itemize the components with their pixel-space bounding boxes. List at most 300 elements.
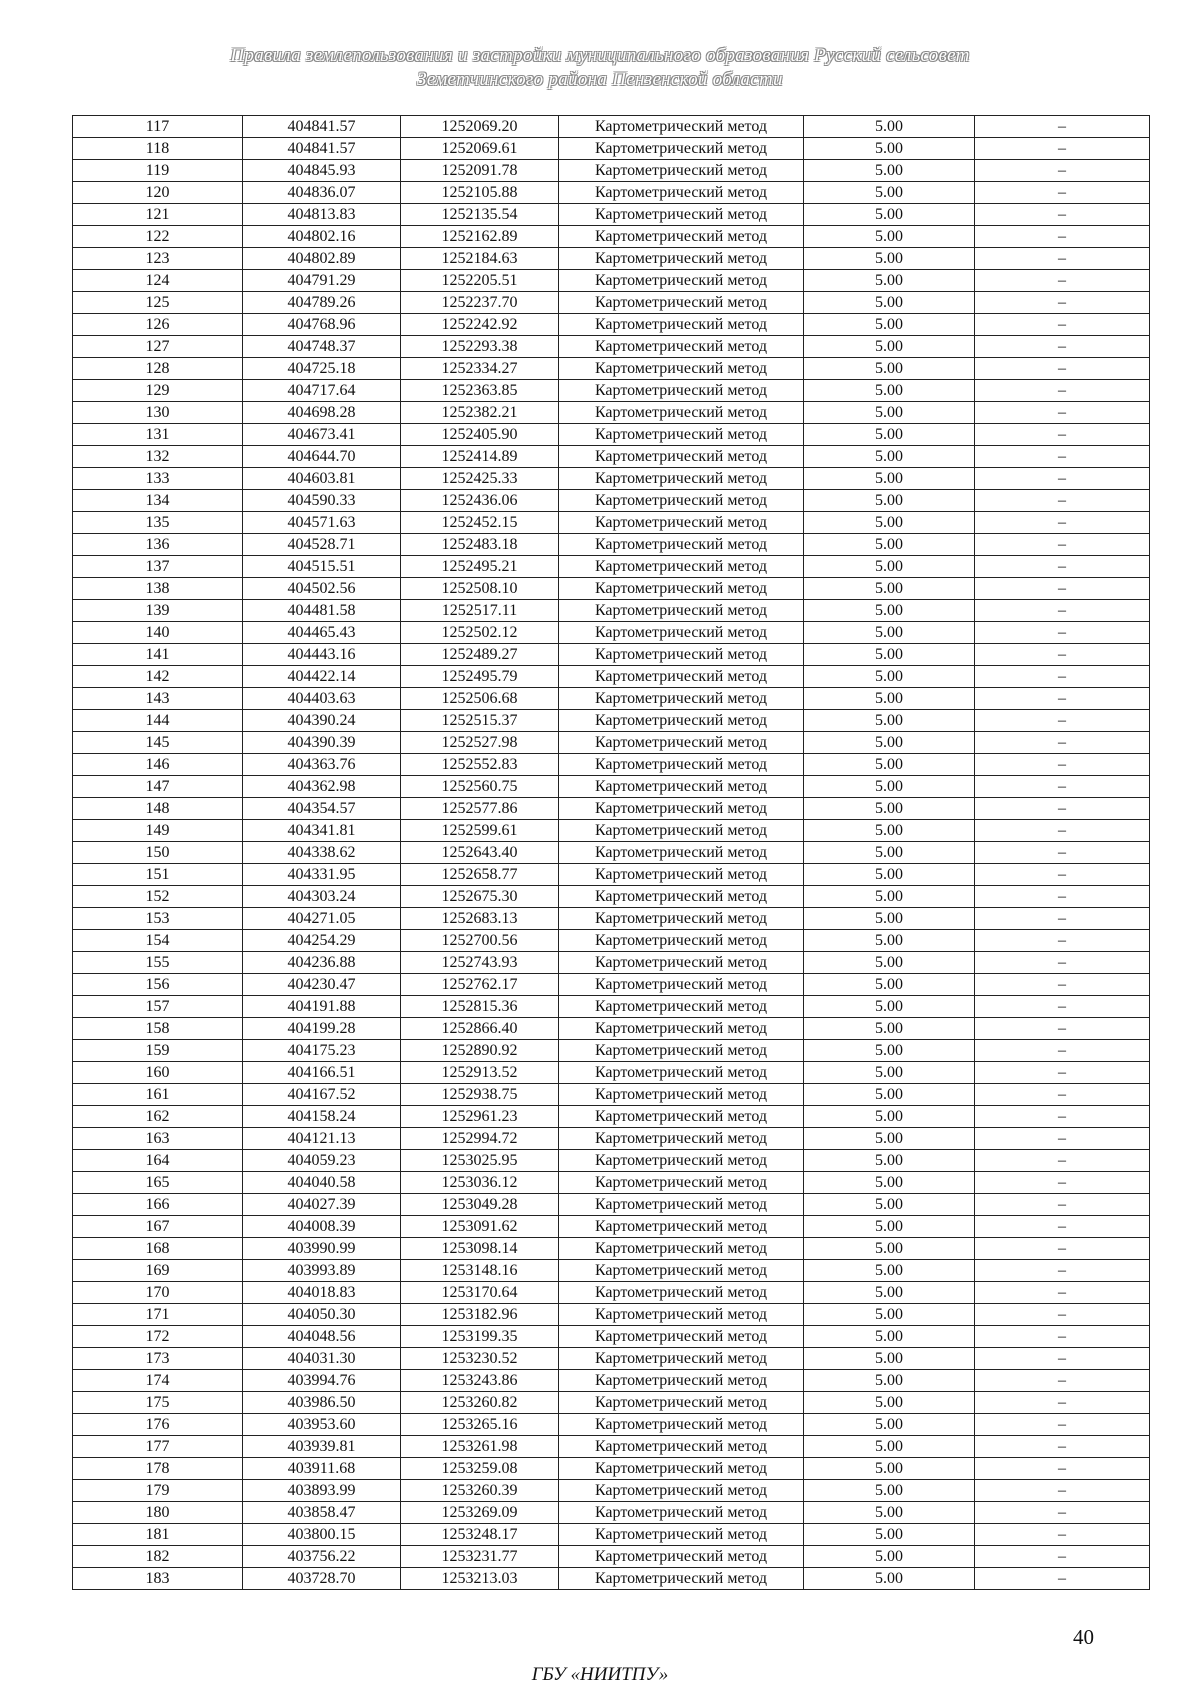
method-cell: Картометрический метод [559,996,804,1018]
table-row [73,864,1150,886]
method-cell: Картометрический метод [559,578,804,600]
note-cell: – [975,1304,1150,1326]
table-row [73,1172,1150,1194]
table-row [73,1216,1150,1238]
note-cell: – [975,754,1150,776]
point-number-cell: 148 [73,798,243,820]
table-row [73,160,1150,182]
point-number-cell: 169 [73,1260,243,1282]
accuracy-cell: 5.00 [804,1238,975,1260]
note-cell: – [975,534,1150,556]
note-cell: – [975,336,1150,358]
table-row [73,754,1150,776]
y-coordinate-cell: 1252425.33 [401,468,559,490]
x-coordinate-cell: 404841.57 [243,116,401,138]
method-cell: Картометрический метод [559,1238,804,1260]
x-coordinate-cell: 404354.57 [243,798,401,820]
accuracy-cell: 5.00 [804,996,975,1018]
y-coordinate-cell: 1253170.64 [401,1282,559,1304]
accuracy-cell: 5.00 [804,116,975,138]
method-cell: Картометрический метод [559,1414,804,1436]
method-cell: Картометрический метод [559,754,804,776]
note-cell: – [975,380,1150,402]
y-coordinate-cell: 1252237.70 [401,292,559,314]
note-cell: – [975,996,1150,1018]
x-coordinate-cell: 404008.39 [243,1216,401,1238]
y-coordinate-cell: 1252560.75 [401,776,559,798]
point-number-cell: 154 [73,930,243,952]
x-coordinate-cell: 404443.16 [243,644,401,666]
point-number-cell: 178 [73,1458,243,1480]
method-cell: Картометрический метод [559,1458,804,1480]
x-coordinate-cell: 404789.26 [243,292,401,314]
note-cell: – [975,1502,1150,1524]
point-number-cell: 153 [73,908,243,930]
note-cell: – [975,1194,1150,1216]
accuracy-cell: 5.00 [804,666,975,688]
accuracy-cell: 5.00 [804,1194,975,1216]
table-row [73,688,1150,710]
y-coordinate-cell: 1252293.38 [401,336,559,358]
method-cell: Картометрический метод [559,182,804,204]
x-coordinate-cell: 403990.99 [243,1238,401,1260]
point-number-cell: 125 [73,292,243,314]
accuracy-cell: 5.00 [804,314,975,336]
table-row [73,270,1150,292]
point-number-cell: 179 [73,1480,243,1502]
x-coordinate-cell: 404515.51 [243,556,401,578]
x-coordinate-cell: 404363.76 [243,754,401,776]
table-row [73,380,1150,402]
table-row [73,358,1150,380]
method-cell: Картометрический метод [559,1546,804,1568]
x-coordinate-cell: 404199.28 [243,1018,401,1040]
method-cell: Картометрический метод [559,1304,804,1326]
table-row [73,1062,1150,1084]
accuracy-cell: 5.00 [804,952,975,974]
method-cell: Картометрический метод [559,1480,804,1502]
coordinates-table [72,115,1150,1590]
table-row [73,424,1150,446]
y-coordinate-cell: 1252890.92 [401,1040,559,1062]
y-coordinate-cell: 1253025.95 [401,1150,559,1172]
x-coordinate-cell: 404303.24 [243,886,401,908]
note-cell: – [975,710,1150,732]
note-cell: – [975,1546,1150,1568]
method-cell: Картометрический метод [559,864,804,886]
x-coordinate-cell: 404590.33 [243,490,401,512]
y-coordinate-cell: 1253260.39 [401,1480,559,1502]
note-cell: – [975,138,1150,160]
y-coordinate-cell: 1252552.83 [401,754,559,776]
point-number-cell: 140 [73,622,243,644]
table-row [73,578,1150,600]
x-coordinate-cell: 403993.89 [243,1260,401,1282]
table-row [73,1436,1150,1458]
y-coordinate-cell: 1252405.90 [401,424,559,446]
table-row [73,1414,1150,1436]
table-row [73,886,1150,908]
accuracy-cell: 5.00 [804,226,975,248]
table-row [73,1524,1150,1546]
point-number-cell: 137 [73,556,243,578]
x-coordinate-cell: 404271.05 [243,908,401,930]
x-coordinate-cell: 403858.47 [243,1502,401,1524]
x-coordinate-cell: 404403.63 [243,688,401,710]
y-coordinate-cell: 1252483.18 [401,534,559,556]
method-cell: Картометрический метод [559,974,804,996]
method-cell: Картометрический метод [559,1018,804,1040]
x-coordinate-cell: 403986.50 [243,1392,401,1414]
table-row [73,1238,1150,1260]
note-cell: – [975,292,1150,314]
note-cell: – [975,1524,1150,1546]
point-number-cell: 183 [73,1568,243,1590]
point-number-cell: 182 [73,1546,243,1568]
point-number-cell: 144 [73,710,243,732]
y-coordinate-cell: 1252815.36 [401,996,559,1018]
x-coordinate-cell: 404717.64 [243,380,401,402]
method-cell: Картометрический метод [559,1128,804,1150]
note-cell: – [975,864,1150,886]
accuracy-cell: 5.00 [804,1128,975,1150]
table-row [73,1546,1150,1568]
point-number-cell: 121 [73,204,243,226]
method-cell: Картометрический метод [559,226,804,248]
note-cell: – [975,1326,1150,1348]
x-coordinate-cell: 404027.39 [243,1194,401,1216]
point-number-cell: 159 [73,1040,243,1062]
method-cell: Картометрический метод [559,1370,804,1392]
accuracy-cell: 5.00 [804,446,975,468]
accuracy-cell: 5.00 [804,908,975,930]
method-cell: Картометрический метод [559,842,804,864]
y-coordinate-cell: 1253213.03 [401,1568,559,1590]
accuracy-cell: 5.00 [804,1106,975,1128]
y-coordinate-cell: 1253182.96 [401,1304,559,1326]
note-cell: – [975,160,1150,182]
method-cell: Картометрический метод [559,1062,804,1084]
y-coordinate-cell: 1252515.37 [401,710,559,732]
note-cell: – [975,468,1150,490]
accuracy-cell: 5.00 [804,798,975,820]
method-cell: Картометрический метод [559,160,804,182]
table-row [73,666,1150,688]
method-cell: Картометрический метод [559,1172,804,1194]
table-row [73,776,1150,798]
y-coordinate-cell: 1252658.77 [401,864,559,886]
accuracy-cell: 5.00 [804,820,975,842]
x-coordinate-cell: 403994.76 [243,1370,401,1392]
point-number-cell: 138 [73,578,243,600]
table-row [73,996,1150,1018]
x-coordinate-cell: 404167.52 [243,1084,401,1106]
y-coordinate-cell: 1252517.11 [401,600,559,622]
accuracy-cell: 5.00 [804,1546,975,1568]
y-coordinate-cell: 1252938.75 [401,1084,559,1106]
point-number-cell: 151 [73,864,243,886]
note-cell: – [975,952,1150,974]
note-cell: – [975,776,1150,798]
table-row [73,1458,1150,1480]
point-number-cell: 135 [73,512,243,534]
table-row [73,446,1150,468]
accuracy-cell: 5.00 [804,930,975,952]
table-row [73,138,1150,160]
y-coordinate-cell: 1252069.61 [401,138,559,160]
table-row [73,1370,1150,1392]
table-row [73,820,1150,842]
note-cell: – [975,116,1150,138]
y-coordinate-cell: 1252643.40 [401,842,559,864]
y-coordinate-cell: 1253098.14 [401,1238,559,1260]
y-coordinate-cell: 1252452.15 [401,512,559,534]
method-cell: Картометрический метод [559,1436,804,1458]
point-number-cell: 122 [73,226,243,248]
table-row [73,1084,1150,1106]
table-row [73,1326,1150,1348]
note-cell: – [975,688,1150,710]
method-cell: Картометрический метод [559,1524,804,1546]
table-row [73,710,1150,732]
point-number-cell: 171 [73,1304,243,1326]
x-coordinate-cell: 403911.68 [243,1458,401,1480]
y-coordinate-cell: 1253049.28 [401,1194,559,1216]
accuracy-cell: 5.00 [804,842,975,864]
x-coordinate-cell: 404059.23 [243,1150,401,1172]
method-cell: Картометрический метод [559,886,804,908]
x-coordinate-cell: 404465.43 [243,622,401,644]
y-coordinate-cell: 1252069.20 [401,116,559,138]
accuracy-cell: 5.00 [804,160,975,182]
note-cell: – [975,666,1150,688]
point-number-cell: 146 [73,754,243,776]
y-coordinate-cell: 1252913.52 [401,1062,559,1084]
y-coordinate-cell: 1252436.06 [401,490,559,512]
y-coordinate-cell: 1253269.09 [401,1502,559,1524]
point-number-cell: 161 [73,1084,243,1106]
note-cell: – [975,204,1150,226]
y-coordinate-cell: 1252489.27 [401,644,559,666]
accuracy-cell: 5.00 [804,1150,975,1172]
y-coordinate-cell: 1253091.62 [401,1216,559,1238]
method-cell: Картометрический метод [559,1392,804,1414]
table-row [73,1040,1150,1062]
method-cell: Картометрический метод [559,248,804,270]
point-number-cell: 173 [73,1348,243,1370]
accuracy-cell: 5.00 [804,248,975,270]
method-cell: Картометрический метод [559,688,804,710]
y-coordinate-cell: 1252599.61 [401,820,559,842]
point-number-cell: 142 [73,666,243,688]
point-number-cell: 172 [73,1326,243,1348]
accuracy-cell: 5.00 [804,336,975,358]
x-coordinate-cell: 404254.29 [243,930,401,952]
x-coordinate-cell: 404158.24 [243,1106,401,1128]
method-cell: Картометрический метод [559,600,804,622]
note-cell: – [975,886,1150,908]
table-row [73,1128,1150,1150]
accuracy-cell: 5.00 [804,600,975,622]
note-cell: – [975,1436,1150,1458]
y-coordinate-cell: 1253265.16 [401,1414,559,1436]
accuracy-cell: 5.00 [804,204,975,226]
point-number-cell: 147 [73,776,243,798]
note-cell: – [975,908,1150,930]
note-cell: – [975,732,1150,754]
accuracy-cell: 5.00 [804,402,975,424]
y-coordinate-cell: 1252506.68 [401,688,559,710]
y-coordinate-cell: 1253148.16 [401,1260,559,1282]
x-coordinate-cell: 404836.07 [243,182,401,204]
accuracy-cell: 5.00 [804,776,975,798]
note-cell: – [975,820,1150,842]
note-cell: – [975,1370,1150,1392]
x-coordinate-cell: 404031.30 [243,1348,401,1370]
accuracy-cell: 5.00 [804,380,975,402]
note-cell: – [975,600,1150,622]
accuracy-cell: 5.00 [804,1480,975,1502]
x-coordinate-cell: 403953.60 [243,1414,401,1436]
table-row [73,1568,1150,1590]
x-coordinate-cell: 404813.83 [243,204,401,226]
y-coordinate-cell: 1253230.52 [401,1348,559,1370]
accuracy-cell: 5.00 [804,424,975,446]
method-cell: Картометрический метод [559,732,804,754]
note-cell: – [975,622,1150,644]
table-row [73,1480,1150,1502]
y-coordinate-cell: 1252994.72 [401,1128,559,1150]
method-cell: Картометрический метод [559,1106,804,1128]
point-number-cell: 128 [73,358,243,380]
method-cell: Картометрический метод [559,1084,804,1106]
table-row [73,908,1150,930]
accuracy-cell: 5.00 [804,512,975,534]
note-cell: – [975,1568,1150,1590]
note-cell: – [975,1260,1150,1282]
table-row [73,490,1150,512]
y-coordinate-cell: 1252762.17 [401,974,559,996]
method-cell: Картометрический метод [559,380,804,402]
method-cell: Картометрический метод [559,138,804,160]
y-coordinate-cell: 1253231.77 [401,1546,559,1568]
note-cell: – [975,182,1150,204]
method-cell: Картометрический метод [559,776,804,798]
table-row [73,226,1150,248]
method-cell: Картометрический метод [559,798,804,820]
note-cell: – [975,1238,1150,1260]
method-cell: Картометрический метод [559,116,804,138]
accuracy-cell: 5.00 [804,468,975,490]
accuracy-cell: 5.00 [804,138,975,160]
y-coordinate-cell: 1252334.27 [401,358,559,380]
header-line-1: Правила землепользования и застройки муниципального образования Русский сельсовет [230,45,970,66]
point-number-cell: 167 [73,1216,243,1238]
accuracy-cell: 5.00 [804,490,975,512]
note-cell: – [975,1172,1150,1194]
accuracy-cell: 5.00 [804,1260,975,1282]
accuracy-cell: 5.00 [804,556,975,578]
x-coordinate-cell: 404725.18 [243,358,401,380]
method-cell: Картометрический метод [559,402,804,424]
document-footer: ГБУ «НИИТПУ» [531,1664,669,1685]
accuracy-cell: 5.00 [804,1282,975,1304]
y-coordinate-cell: 1253260.82 [401,1392,559,1414]
method-cell: Картометрический метод [559,666,804,688]
table-row [73,842,1150,864]
x-coordinate-cell: 404166.51 [243,1062,401,1084]
method-cell: Картометрический метод [559,1282,804,1304]
note-cell: – [975,1480,1150,1502]
accuracy-cell: 5.00 [804,1326,975,1348]
point-number-cell: 118 [73,138,243,160]
y-coordinate-cell: 1252162.89 [401,226,559,248]
method-cell: Картометрический метод [559,204,804,226]
method-cell: Картометрический метод [559,358,804,380]
note-cell: – [975,512,1150,534]
x-coordinate-cell: 403939.81 [243,1436,401,1458]
table-row [73,974,1150,996]
point-number-cell: 133 [73,468,243,490]
point-number-cell: 155 [73,952,243,974]
y-coordinate-cell: 1252135.54 [401,204,559,226]
method-cell: Картометрический метод [559,1216,804,1238]
y-coordinate-cell: 1252184.63 [401,248,559,270]
accuracy-cell: 5.00 [804,886,975,908]
method-cell: Картометрический метод [559,820,804,842]
method-cell: Картометрический метод [559,468,804,490]
accuracy-cell: 5.00 [804,1524,975,1546]
note-cell: – [975,1392,1150,1414]
note-cell: – [975,1150,1150,1172]
y-coordinate-cell: 1253199.35 [401,1326,559,1348]
table-row [73,1150,1150,1172]
point-number-cell: 124 [73,270,243,292]
x-coordinate-cell: 403728.70 [243,1568,401,1590]
note-cell: – [975,1282,1150,1304]
point-number-cell: 168 [73,1238,243,1260]
point-number-cell: 158 [73,1018,243,1040]
accuracy-cell: 5.00 [804,1084,975,1106]
x-coordinate-cell: 404791.29 [243,270,401,292]
method-cell: Картометрический метод [559,336,804,358]
y-coordinate-cell: 1252743.93 [401,952,559,974]
point-number-cell: 145 [73,732,243,754]
note-cell: – [975,842,1150,864]
note-cell: – [975,1018,1150,1040]
x-coordinate-cell: 404191.88 [243,996,401,1018]
accuracy-cell: 5.00 [804,1568,975,1590]
note-cell: – [975,1084,1150,1106]
table-row [73,930,1150,952]
x-coordinate-cell: 403800.15 [243,1524,401,1546]
note-cell: – [975,930,1150,952]
table-row [73,182,1150,204]
table-row [73,1260,1150,1282]
method-cell: Картометрический метод [559,314,804,336]
x-coordinate-cell: 404390.39 [243,732,401,754]
method-cell: Картометрический метод [559,1568,804,1590]
x-coordinate-cell: 404230.47 [243,974,401,996]
point-number-cell: 157 [73,996,243,1018]
accuracy-cell: 5.00 [804,534,975,556]
x-coordinate-cell: 404802.16 [243,226,401,248]
accuracy-cell: 5.00 [804,1348,975,1370]
note-cell: – [975,270,1150,292]
table-row [73,314,1150,336]
point-number-cell: 120 [73,182,243,204]
accuracy-cell: 5.00 [804,1370,975,1392]
